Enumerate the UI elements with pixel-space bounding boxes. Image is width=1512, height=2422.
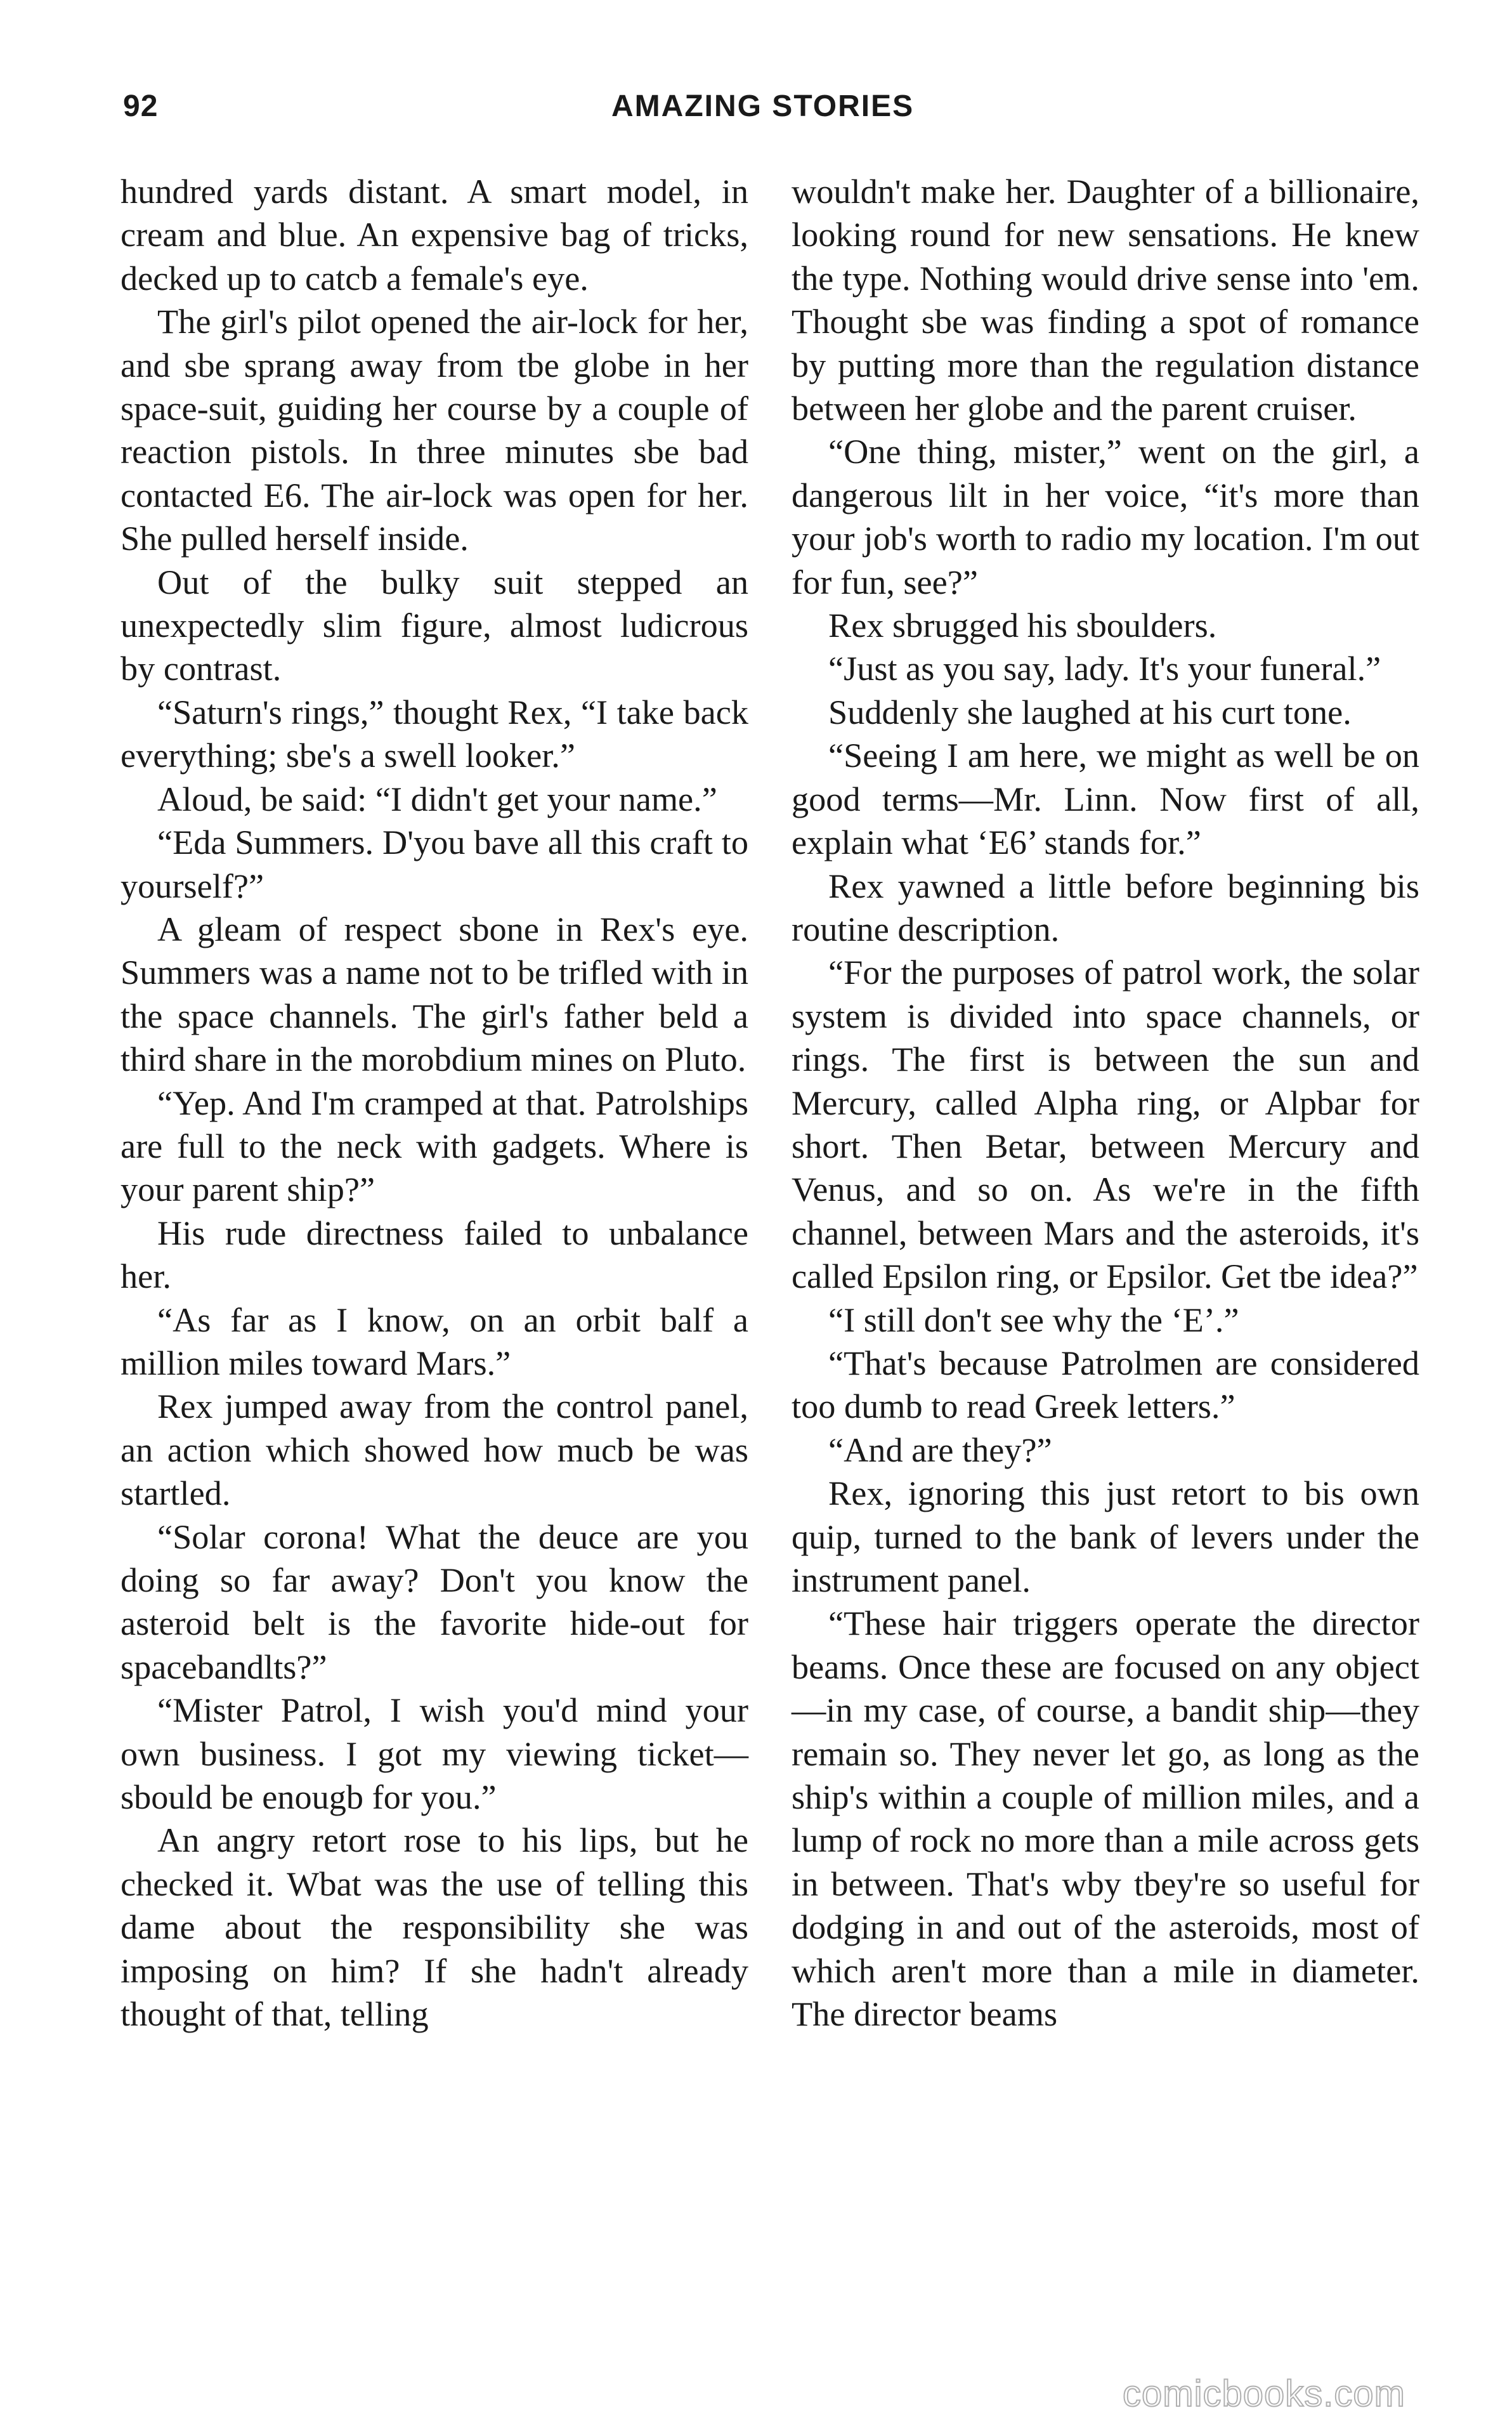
paragraph: “Yep. And I'm cramped at that. Patrolships are full to the neck with gadgets. Where is your parent ship?” [121, 1083, 748, 1209]
paragraph: “As far as I know, on an orbit balf a million miles toward Mars.” [121, 1300, 748, 1382]
right-column [792, 170, 1419, 2036]
paragraph: “Just as you say, lady. It's your funeral.” [828, 650, 1381, 688]
paragraph: Rex sbrugged his sboulders. [828, 606, 1217, 645]
paragraph: “Seeing I am here, we might as well be on good terms—Mr. Linn. Now first of all, explain what ‘E6’ stands for.” [792, 736, 1419, 862]
paragraph: “One thing, mister,” went on the girl, a dangerous lilt in her voice, “it's more than your job's worth to radio my location. I'm out for fun, see?” [792, 433, 1419, 601]
page-header [123, 89, 1398, 133]
paragraph: An angry retort rose to his lips, but he checked it. Wbat was the use of telling this dame about the responsibility she was imposing on him? If she hadn't already thought of that, telling [121, 1821, 748, 2034]
watermark: comicbooks.com [1123, 2373, 1405, 2414]
paragraph: hundred yards distant. A smart model, in cream and blue. An expensive bag of tricks, decked up to catcb a female's eye. [121, 173, 748, 298]
paragraph: The girl's pilot opened the air-lock for her, and sbe sprang away from tbe globe in her space-suit, guiding her course by a couple of reaction pistols. In three minutes sbe bad contacted E6. The air-lock was open for her. She pulled herself inside. [121, 303, 748, 558]
paragraph: Rex jumped away from the control panel, an action which showed how mucb be was startled. [121, 1387, 748, 1513]
page-number: 92 [123, 89, 159, 123]
paragraph: “And are they?” [828, 1430, 1052, 1469]
paragraph: wouldn't make her. Daughter of a billionaire, looking round for new sensations. He knew the type. Nothing would drive sense into 'em. Thought sbe was finding a spot of romance by putting more than the regulation distance between her globe and the parent cruiser. [792, 173, 1419, 428]
paragraph: “Eda Summers. D'you bave all this craft to yourself?” [121, 823, 748, 905]
paragraph: “Mister Patrol, I wish you'd mind your own business. I got my viewing ticket—sbould be enougb for you.” [121, 1691, 748, 1817]
paragraph: Suddenly she laughed at his curt tone. [828, 693, 1352, 731]
paragraph: “Saturn's rings,” thought Rex, “I take back everything; sbe's a swell looker.” [121, 693, 748, 775]
paragraph: “For the purposes of patrol work, the solar system is divided into space channels, or rings. The first is between the sun and Mercury, called Alpha ring, or Alpbar for short. Then Betar, between Mercury and Venus, and so on. As we're in the fifth channel, between Mars and the asteroids, it's called Epsilon ring, or Epsilor. Get tbe idea?” [792, 953, 1419, 1296]
paragraph: “That's because Patrolmen are considered too dumb to read Greek letters.” [792, 1344, 1419, 1426]
paragraph: A gleam of respect sbone in Rex's eye. Summers was a name not to be trifled with in the space channels. The girl's father beld a third share in the morobdium mines on Pluto. [121, 910, 748, 1079]
paragraph: “Solar corona! What the deuce are you doing so far away? Don't you know the asteroid belt is the favorite hide-out for spacebandlts?” [121, 1517, 748, 1686]
paragraph: Rex yawned a little before beginning bis routine description. [792, 867, 1419, 948]
left-column [121, 170, 748, 2036]
paragraph: “I still don't see why the ‘E’.” [828, 1300, 1239, 1339]
running-head: AMAZING STORIES [611, 89, 915, 123]
paragraph: Rex, ignoring this just retort to bis own quip, turned to the bank of levers under the instrument panel. [792, 1474, 1419, 1599]
paragraph: His rude directness failed to unbalance her. [121, 1214, 748, 1296]
paragraph: “These hair triggers operate the director beams. Once these are focused on any object—in my case, of course, a bandit ship—they remain so. They never let go, as long as the ship's within a couple of million miles, and a lump of rock no more than a mile across gets in between. That's wby tbey're so useful for dodging in and out of the asteroids, most of which aren't more than a mile in diameter. The director beams [792, 1604, 1419, 2034]
paragraph: Out of the bulky suit stepped an unexpectedly slim figure, almost ludicrous by contrast. [121, 563, 748, 688]
paragraph: Aloud, be said: “I didn't get your name.” [157, 780, 717, 818]
